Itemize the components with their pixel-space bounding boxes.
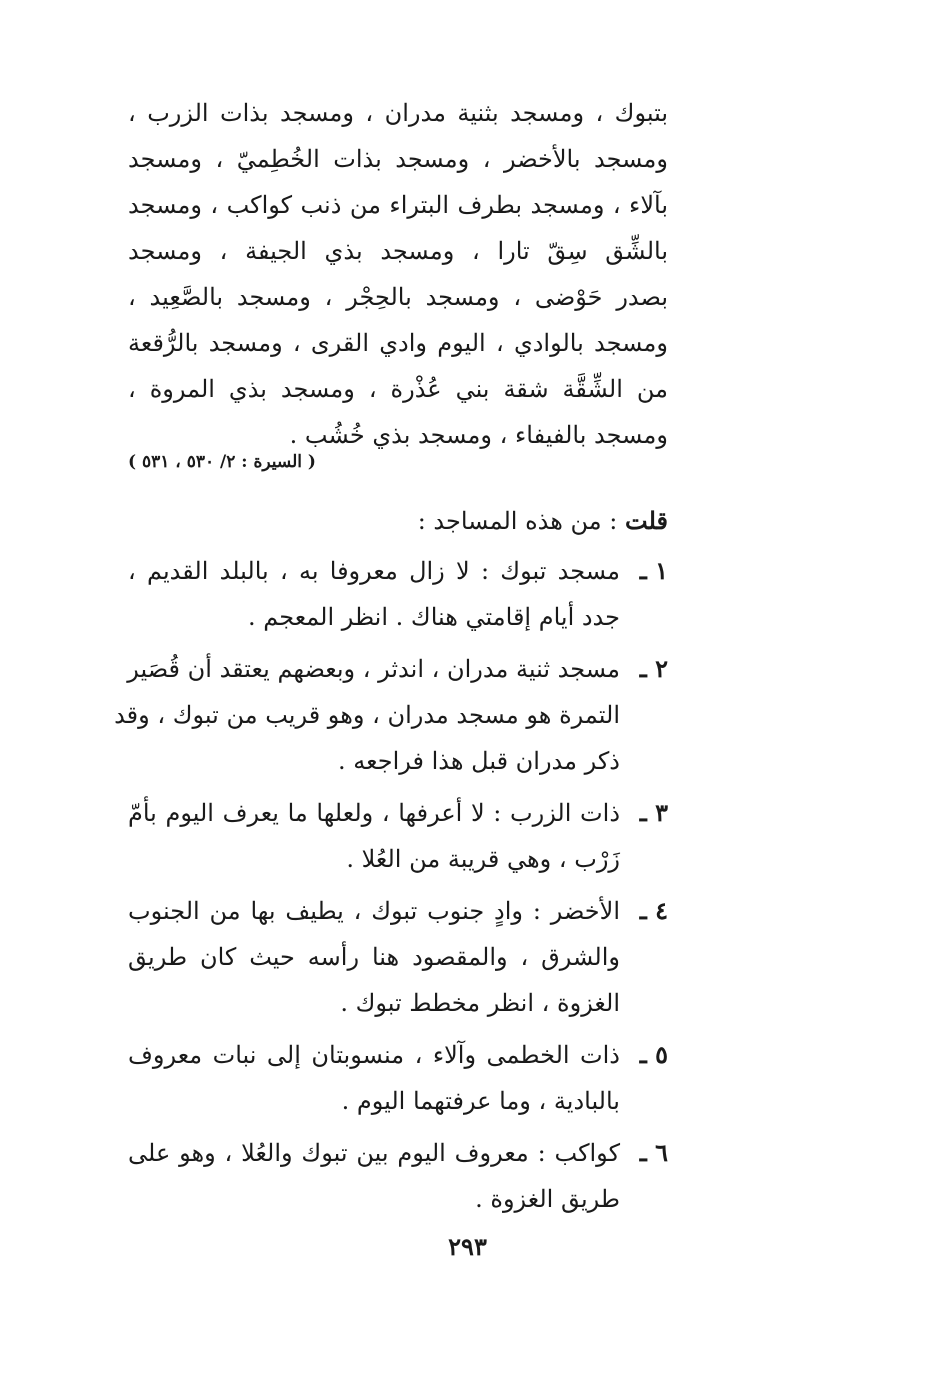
list-item xyxy=(128,1032,668,1124)
item-line: التمرة هو مسجد مدران ، وهو قريب من تبوك ، وقد xyxy=(114,701,620,729)
list-item xyxy=(128,1130,668,1222)
item-line: الأخضر : وادٍ جنوب تبوك ، يطيف بها من الجنوب xyxy=(128,897,620,925)
item-number: ٤ ـ xyxy=(639,896,668,925)
intro-line: بآلاء ، ومسجد بطرف البتراء من ذنب كواكب ، ومسجد xyxy=(128,191,668,219)
item-line: ذات الخطمى وآلاء ، منسوبتان إلى نبات معروف xyxy=(128,1041,620,1069)
item-line: طريق الغزوة . xyxy=(475,1185,620,1213)
item-line: بالبادية ، وما عرفتهما اليوم . xyxy=(341,1087,620,1115)
intro-line: ومسجد بالأخضر ، ومسجد بذات الخُطِميّ ، ومسجد xyxy=(128,145,668,173)
item-line: والشرق ، والمقصود هنا رأسه حيث كان طريق xyxy=(128,943,620,971)
intro-line: من الشِّقَّة شقة بني عُذْرة ، ومسجد بذي المروة ، xyxy=(128,375,668,403)
item-number: ١ ـ xyxy=(639,556,668,585)
item-line: مسجد ثنية مدران ، اندثر ، وبعضهم يعتقد أن قُصَير xyxy=(127,655,620,683)
list-item xyxy=(114,646,668,784)
page-number: ٢٩٣ xyxy=(448,1232,487,1261)
item-number: ٢ ـ xyxy=(639,654,668,683)
list-item xyxy=(128,790,668,882)
item-number: ٥ ـ xyxy=(639,1040,668,1069)
heading-text: : من هذه المساجد : xyxy=(417,507,618,535)
heading-keyword: قلت xyxy=(625,506,668,535)
item-number: ٣ ـ xyxy=(639,798,668,827)
item-line: ذات الزرب : لا أعرفها ، ولعلها ما يعرف اليوم بأمّ xyxy=(128,799,620,827)
item-line: زَرْب ، وهي قريبة من العُلا . xyxy=(346,845,620,873)
item-line: الغزوة ، انظر مخطط تبوك . xyxy=(340,989,620,1017)
intro-line: ومسجد بالفيفاء ، ومسجد بذي خُشُب . xyxy=(289,421,668,449)
list-item xyxy=(128,548,668,640)
section-heading xyxy=(128,498,668,544)
intro-line: بتبوك ، ومسجد بثنية مدران ، ومسجد بذات الزرب ، xyxy=(128,99,668,127)
intro-paragraph xyxy=(128,90,668,458)
intro-line: ومسجد بالوادي ، اليوم وادي القرى ، ومسجد بالرُّقعة xyxy=(128,329,668,357)
intro-line: بصدر حَوْضى ، ومسجد بالحِجْر ، ومسجد بالصَّعِيد ، xyxy=(128,283,668,311)
item-number: ٦ ـ xyxy=(639,1138,668,1167)
source-citation: ( السيرة : ٢/ ٥٣٠ ، ٥٣١ ) xyxy=(128,452,316,472)
item-line: مسجد تبوك : لا زال معروفا به ، بالبلد القديم ، xyxy=(128,557,620,585)
item-line: ذكر مدران قبل هذا فراجعه . xyxy=(338,747,620,775)
list-item xyxy=(128,888,668,1026)
numbered-list xyxy=(114,548,668,1228)
item-line: جدد أيام إقامتي هناك . انظر المعجم . xyxy=(247,603,620,631)
item-line: كواكب : معروف اليوم بين تبوك والعُلا ، وهو على xyxy=(128,1139,620,1167)
intro-line: بالشِّق سِقّ تارا ، ومسجد بذي الجيفة ، ومسجد xyxy=(128,237,668,265)
